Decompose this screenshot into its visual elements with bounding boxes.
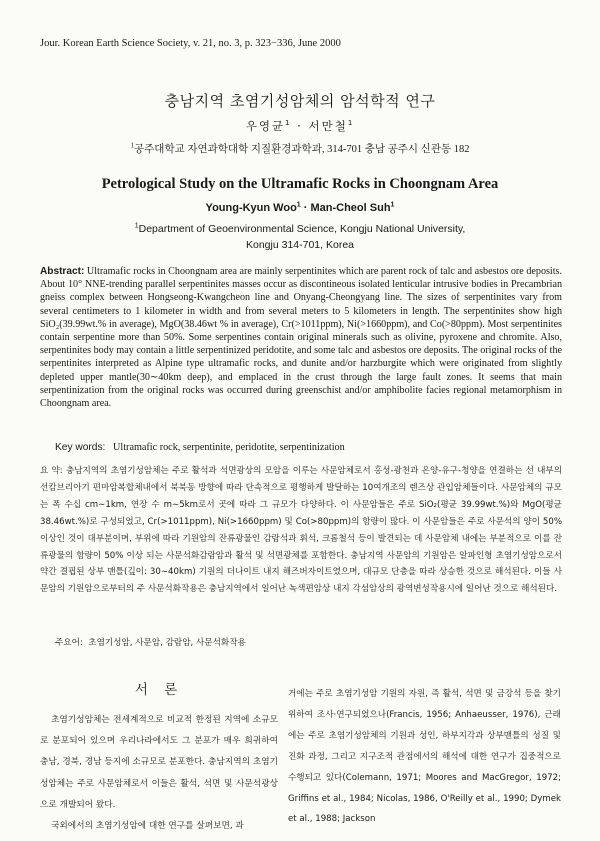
english-authors <box>0 202 600 214</box>
author-2-kr: 서만철 <box>308 119 348 133</box>
affiliation-kr-sup: 1 <box>130 141 135 150</box>
intro-paragraph-2: 국외에서의 초염기성암에 대한 연구를 살펴보면, 과 <box>51 821 244 832</box>
author-1-en: Young-Kyun Woo <box>205 202 297 214</box>
author-separator-en: · <box>300 202 311 214</box>
english-abstract <box>40 265 562 410</box>
abstract-label: Abstract: <box>40 266 85 277</box>
author-1-kr: 우영균 <box>245 119 286 133</box>
abstract-text: Ultramafic rocks in Choongnam area are mainly serpentinites which are parent rock of talc and asbestos ore deposits. About 10° NNE-trending parallel serpentinites masses occur as discontineous isolated lenticular intrusive bodies in Precambrian gneiss complex between Hongseong-Kwangcheon line and Onyang-Cheongyang line. The sizes of serpentinites vary from several centimeters to 1 kilometer in width and from several meters to 5 kilometers in length. The serpentinites show high SiO₂(39.99wt.% in average), MgO(38.46wt % in average), Cr(>1011ppm), Ni(>1660ppm), and Co(>80ppm). Most serpentinites contain serpentine more than 50%. Some serpentines contain original minerals such as olivine, pyroxene and chromite. Also, serpentinites body may contain a little serpentinized peridotite, and some talc and asbestos ore deposits. The original rocks of the serpentinites interpreted as Alpine type ultramafic rocks, and dunite and/or harzburgite which were originated from slightly depleted upper mantle(30∼40km deep), and emplaced in the crust through the large fault zones. It seems that main serpentinization from the original rocks was occurred during greenschist and/or amphibolite facies regional metamorphism in Choongnam area. <box>40 266 562 410</box>
author-2-kr-sup: 1 <box>347 119 355 128</box>
keywords-label: Key words: <box>55 442 106 453</box>
korean-abstract <box>40 463 562 598</box>
korean-keywords-label: 주요어: <box>55 638 83 648</box>
author-2-en: Man-Cheol Suh <box>310 202 391 214</box>
section-heading-introduction: 서 론 <box>134 682 184 698</box>
korean-keywords <box>55 636 246 648</box>
author-2-en-sup: 1 <box>390 201 395 209</box>
affiliation-kr-text: 공주대학교 자연과학대학 지질환경과학과, 314-701 충남 공주시 신관동 182 <box>134 144 470 155</box>
korean-affiliation <box>0 141 600 156</box>
korean-title: 충남지역 초염기성암체의 암석학적 연구 <box>164 92 436 110</box>
affiliation-en-line-1-text: Department of Geoenvironmental Science, Kongju National University, <box>138 223 466 235</box>
korean-abstract-label: 요 약: <box>40 466 63 476</box>
body-column-left <box>40 678 278 837</box>
intro-paragraph-continued: 거에는 주로 초염기성암 기원의 자원, 즉 활석, 석면 및 금강석 등을 찾기 위하여 조사·연구되었으나(Francis, 1956; Anhaeusser, 1976), 근래에는 주로 초염기성암체의 기원과 성인, 하부지각과 상부맨틀의 성질 및 진화 과정, 그리고 지구조적 관점에서의 해석에 대한 연구가 집중적으로 수행되고 있다(Colemann, 1971; Moores and MacGregor, 1972; Griffins et al., 1984; Nicolas, 1986, O'Reilly et al., 1990; Dymek et al., 1988; Jackson <box>288 689 561 825</box>
affiliation-en-sup: 1 <box>134 222 139 230</box>
body-column-right <box>288 684 561 830</box>
author-1-kr-sup: 1 <box>285 119 292 128</box>
author-1-en-sup: 1 <box>296 201 301 209</box>
intro-paragraph-1: 초염기성암체는 전세계적으로 비교적 한정된 지역에 소규모로 분포되어 있으며 우리나라에서도 그 분포가 매우 희귀하여 충남, 경북, 경남 등지에 소규모로 분포한다. 충남지역의 초염기성암체는 주로 사문암체로서 이들은 활석, 석면 및 사문석광상으로 개발되어 왔다. <box>40 715 278 810</box>
korean-authors <box>0 118 600 134</box>
english-keywords <box>55 442 345 453</box>
keywords-text: Ultramafic rock, serpentinite, peridotite, serpentinization <box>113 442 345 453</box>
journal-citation: Jour. Korean Earth Science Society, v. 21, no. 3, p. 323−336, June 2000 <box>40 38 341 49</box>
korean-keywords-text: 초염기성암, 사문암, 감람암, 사문석화작용 <box>88 638 246 648</box>
english-affiliation-line-2: Kongju 314-701, Korea <box>246 239 354 251</box>
english-affiliation-line-1 <box>0 223 600 235</box>
korean-abstract-text: 충남지역의 초염기성암체는 주로 활석과 석면광상의 모암을 이루는 사문암체로서 홍성-광천과 온양-유구-청양을 연결하는 선 내부의 선캄브리아기 편마암복합체내에서 북북동 방향에 따라 단속적으로 평행하게 발달하는 10여개조의 렌즈상 관입암체들이다. 사문암체의 규모는 폭 수십 cm∼1km, 연장 수 m∼5km로서 곳에 따라 그 규모가 다양하다. 이 사문암들은 주로 SiO₂(평균 39.99wt.%)와 MgO(평균 38.46wt.%)로 구성되었고, Cr(>1011ppm), Ni(>1660ppm) 및 Co(>80ppm)의 함량이 많다. 이 사문암들은 주로 사문석의 양이 50% 이상인 것이 대부분이며, 부위에 따라 기원암의 잔류광물인 감람석과 휘석, 크롬철석 등이 발견되는 데 사문암체 내에는 부분적으로 이를 잔류광물의 함량이 50% 이상 되는 사문석화감람암과 활석 및 석면광체를 포함한다. 충남지역 사문암의 기원암은 알파인형 초염기성암으로서 약간 결핍된 상부 맨틀(깊이: 30∼40km) 기원의 더나이트 내지 해즈버자이트였으며, 대규모 단층을 따라 상승한 것으로 해석된다. 이들 사문암의 기원암으로부터의 주 사문석화작용은 충남지역에서 일어난 녹색편암상 내지 각섬암상의 광역변성작용시에 일어난 것으로 해석된다. <box>40 466 563 595</box>
author-separator: · <box>291 119 309 133</box>
english-title: Petrological Study on the Ultramafic Rocks in Choongnam Area <box>101 176 499 192</box>
